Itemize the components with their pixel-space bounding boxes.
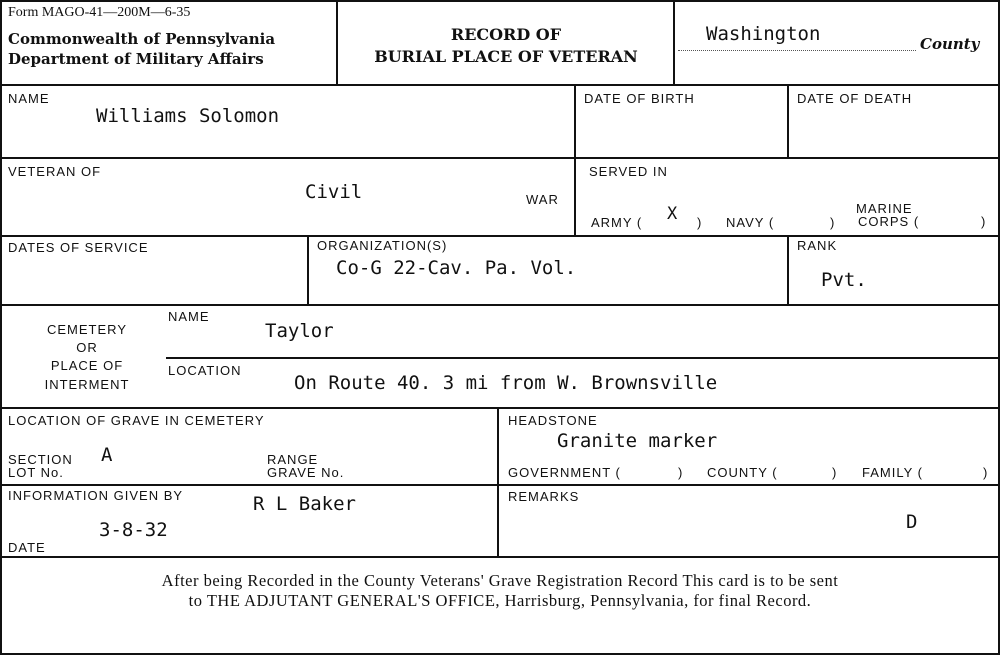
- veteran-of-label: VETERAN OF: [8, 164, 102, 179]
- cemetery-label-line4: INTERMENT: [44, 377, 130, 392]
- county-value: Washington: [706, 23, 821, 45]
- footer-line2: to THE ADJUTANT GENERAL'S OFFICE, Harrisburg, Pennsylvania, for final Record.: [188, 591, 812, 610]
- lot-label: LOT No.: [8, 465, 64, 480]
- navy-close: ): [830, 215, 836, 230]
- rank-value: Pvt.: [821, 269, 867, 291]
- cemetery-location-label: LOCATION: [168, 363, 242, 378]
- army-label: ARMY (: [591, 215, 643, 230]
- informant-value: R L Baker: [253, 493, 356, 515]
- border-top: [0, 0, 1000, 2]
- war-label: WAR: [526, 192, 559, 207]
- rule-row1-div1: [574, 84, 576, 237]
- marine-label-line1: MARINE: [856, 201, 913, 216]
- department-line: Department of Military Affairs: [8, 50, 264, 68]
- remarks-value: D: [906, 511, 918, 533]
- rule-row1-div2: [787, 84, 789, 157]
- cemetery-location-value: On Route 40. 3 mi from W. Brownsville: [294, 372, 718, 394]
- headstone-label: HEADSTONE: [508, 413, 598, 428]
- government-label: GOVERNMENT (: [508, 465, 621, 480]
- form-number: Form MAGO-41—200M—6-35: [8, 5, 191, 20]
- county-headstone-close: ): [832, 465, 838, 480]
- information-given-by-label: INFORMATION GIVEN BY: [8, 488, 184, 503]
- organization-value: Co-G 22-Cav. Pa. Vol.: [336, 257, 577, 279]
- county-headstone-label: COUNTY (: [707, 465, 778, 480]
- cemetery-label-line2: OR: [76, 340, 98, 355]
- dates-of-service-label: DATES OF SERVICE: [8, 240, 149, 255]
- organization-label: ORGANIZATION(S): [317, 238, 448, 253]
- rule-row5-div: [497, 407, 499, 556]
- army-mark: X: [667, 204, 678, 224]
- served-in-label: SERVED IN: [589, 164, 668, 179]
- remarks-label: REMARKS: [508, 489, 580, 504]
- rule-row5-mid: [0, 484, 497, 486]
- navy-label: NAVY (: [726, 215, 775, 230]
- rule-header-bottom: [0, 84, 1000, 86]
- section-label: SECTION: [8, 452, 73, 467]
- rule-row3-bottom: [0, 304, 1000, 306]
- footer-line1: After being Recorded in the County Veterans' Grave Registration Record This card is to be sent: [161, 571, 839, 590]
- cemetery-name-value: Taylor: [265, 320, 334, 342]
- cemetery-label-line1: CEMETERY: [47, 322, 127, 337]
- title-line1: RECORD OF: [450, 25, 562, 44]
- name-label: NAME: [8, 91, 50, 106]
- section-value: A: [101, 444, 113, 466]
- government-close: ): [678, 465, 684, 480]
- cemetery-name-label: NAME: [168, 309, 210, 324]
- rule-row2-bottom: [0, 235, 1000, 237]
- commonwealth-line: Commonwealth of Pennsylvania: [8, 30, 276, 48]
- date-of-death-label: DATE OF DEATH: [797, 91, 913, 106]
- rule-row3-div1: [307, 235, 309, 305]
- title-line2: BURIAL PLACE OF VETERAN: [374, 47, 638, 66]
- rule-row4-bottom: [0, 407, 1000, 409]
- rule-row3-div2: [787, 235, 789, 305]
- veteran-of-value: Civil: [305, 181, 363, 203]
- grave-label: GRAVE No.: [267, 465, 345, 480]
- army-close: ): [697, 215, 703, 230]
- county-underline: [678, 50, 916, 51]
- county-label: County: [920, 35, 980, 53]
- range-label: RANGE: [267, 452, 319, 467]
- date-of-birth-label: DATE OF BIRTH: [584, 91, 695, 106]
- marine-close: ): [981, 214, 987, 229]
- rank-label: RANK: [797, 238, 838, 253]
- date-value: 3-8-32: [99, 519, 168, 541]
- location-of-grave-label: LOCATION OF GRAVE IN CEMETERY: [8, 413, 265, 428]
- rule-cemetery-mid: [166, 357, 1000, 359]
- veteran-name: Williams Solomon: [96, 105, 280, 127]
- headstone-value: Granite marker: [557, 430, 718, 452]
- rule-row1-bottom: [0, 157, 1000, 159]
- cemetery-label-line3: PLACE OF: [50, 358, 124, 373]
- family-close: ): [983, 465, 989, 480]
- rule-remarks-top: [497, 484, 1000, 486]
- rule-footer-top: [0, 556, 1000, 558]
- family-label: FAMILY (: [862, 465, 923, 480]
- marine-label-line2: CORPS (: [858, 214, 920, 229]
- date-label: DATE: [8, 540, 46, 555]
